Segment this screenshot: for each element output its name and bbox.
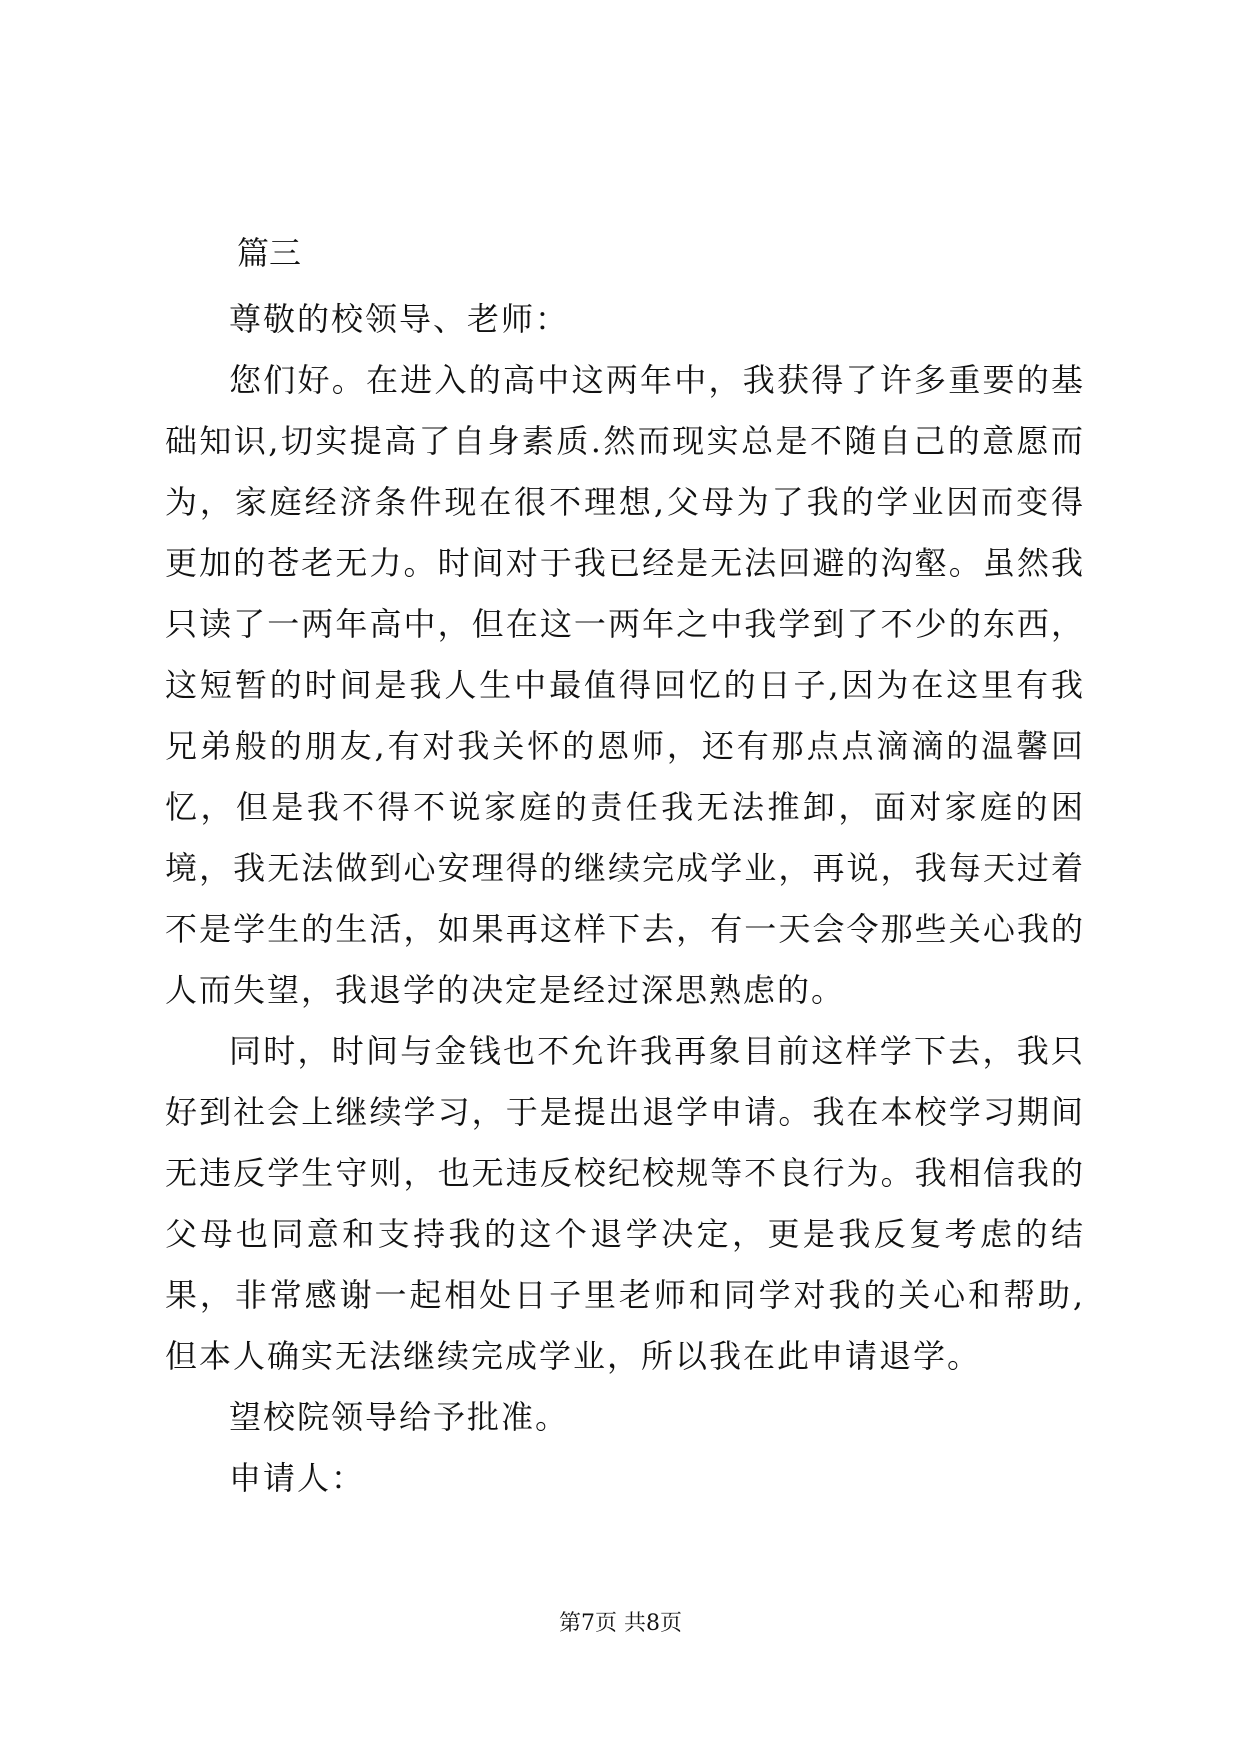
letter-body bbox=[165, 289, 1085, 1509]
paragraph-reason: 您们好。在进入的高中这两年中，我获得了许多重要的基础知识,切实提高了自身素质.然而现实总是不随自己的意愿而为，家庭经济条件现在很不理想,父母为了我的学业因而变得更加的苍老无力。时间对于我已经是无法回避的沟壑。虽然我只读了一两年高中，但在这一两年之中我学到了不少的东西，这短暂的时间是我人生中最值得回忆的日子,因为在这里有我兄弟般的朋友,有对我关怀的恩师，还有那点点滴滴的温馨回忆，但是我不得不说家庭的责任我无法推卸，面对家庭的困境，我无法做到心安理得的继续完成学业，再说，我每天过着不是学生的生活，如果再这样下去，有一天会令那些关心我的人而失望，我退学的决定是经过深思熟虑的。 bbox=[165, 361, 1085, 1009]
applicant-line: 申请人： bbox=[229, 1459, 366, 1497]
paragraph-request: 同时，时间与金钱也不允许我再象目前这样学下去，我只好到社会上继续学习，于是提出退学申请。我在本校学习期间无违反学生守则，也无违反校纪校规等不良行为。我相信我的父母也同意和支持我的这个退学决定，更是我反复考虑的结果，非常感谢一起相处日子里老师和同学对我的关心和帮助,但本人确实无法继续完成学业，所以我在此申请退学。 bbox=[165, 1032, 1085, 1375]
paragraph-approval: 望校院领导给予批准。 bbox=[229, 1398, 570, 1436]
salutation: 尊敬的校领导、老师： bbox=[229, 300, 570, 338]
section-title: 篇三 bbox=[237, 234, 302, 272]
page-number-footer: 第7页 共8页 bbox=[559, 1611, 682, 1636]
